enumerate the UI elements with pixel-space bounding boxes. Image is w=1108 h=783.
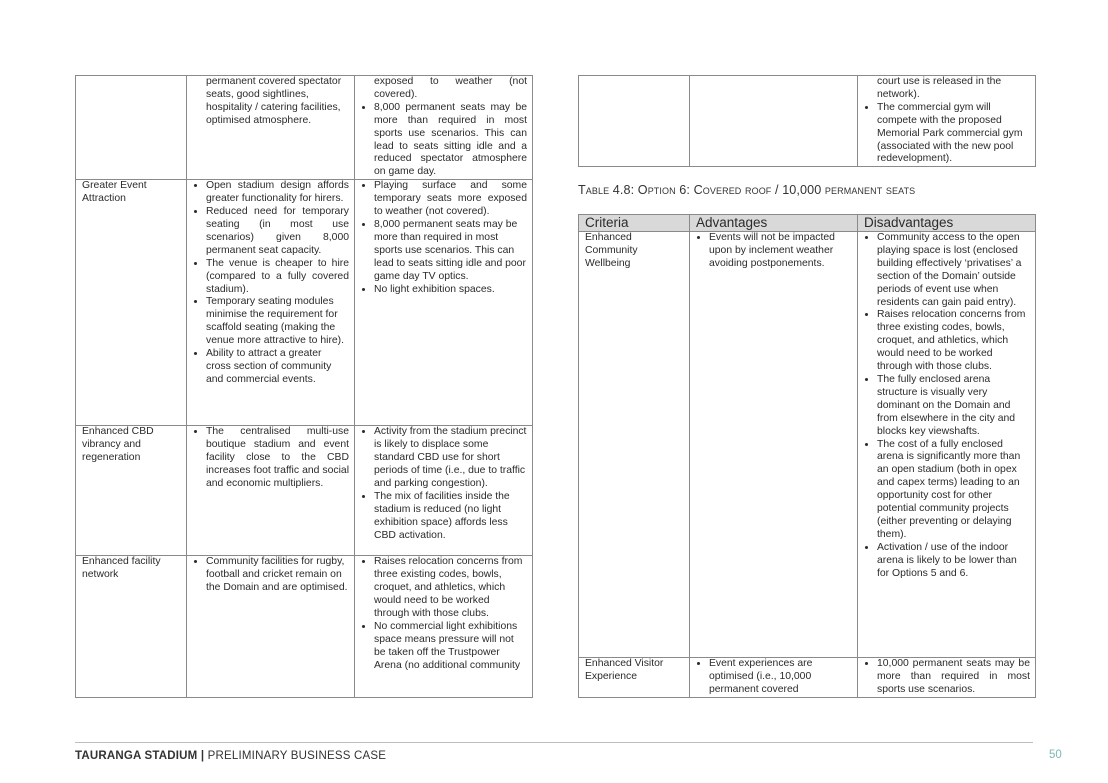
advantages-cell [187, 556, 355, 698]
advantage-item: • Reduced need for temporary seating (in most use scenarios) given 8,000 permanent seat capacity. [206, 206, 349, 258]
table-row [76, 180, 533, 426]
disadvantage-item: • The fully enclosed arena structure is visually very dominant on the Domain and from elsewhere in the city and blocks key viewshafts. [877, 374, 1030, 439]
disadvantage-item: • The mix of facilities inside the stadium is reduced (no light exhibition space) affords less CBD activation. [374, 491, 527, 543]
disadvantage-text: court use is released in the network). [877, 76, 1002, 100]
column-header-criteria: Criteria [579, 215, 690, 232]
advantages-cell [690, 232, 858, 658]
table-row [76, 426, 533, 556]
disadvantage-item: • 8,000 permanent seats may be more than required in most sports use scenarios. This can lead to seats sitting idle and a reduced spectator atmosphere on game day. [374, 102, 527, 179]
disadvantage-item: • The cost of a fully enclosed arena is significantly more than an open stadium (both in opex and capex terms) leading to an opportunity cost for other potential community projects (either preventing or delaying them). [877, 439, 1030, 542]
footer-title-bold: TAURANGA STADIUM | [75, 750, 205, 762]
criteria-cell: Greater Event Attraction [76, 180, 187, 426]
criteria-cell: Enhanced facility network [76, 556, 187, 698]
advantage-item: • Ability to attract a greater cross section of community and commercial events. [206, 348, 349, 387]
table-row [579, 232, 1036, 658]
advantage-item: • The centralised multi-use boutique stadium and event facility close to the CBD increases foot traffic and social and economic multipliers. [206, 426, 349, 491]
disadvantage-item: • No light exhibition spaces. [374, 284, 527, 297]
disadvantage-item: • No commercial light exhibitions space means pressure will not be taken off the Trustpower Arena (no additional community [374, 621, 527, 673]
criteria-cell: Enhanced CBD vibrancy and regeneration [76, 426, 187, 556]
right-continuation-table [578, 75, 1036, 167]
table-header-row [579, 215, 1036, 232]
advantage-item: • Event experiences are optimised (i.e., 10,000 permanent covered [709, 658, 852, 697]
column-header-advantages: Advantages [690, 215, 858, 232]
disadvantages-cell [355, 426, 533, 556]
disadvantage-item: • 10,000 permanent seats may be more than required in most sports use scenarios. [877, 658, 1030, 697]
criteria-cell: Enhanced Visitor Experience [579, 658, 690, 698]
advantage-item: • Events will not be impacted upon by inclement weather avoiding postponements. [709, 232, 852, 271]
table-row [579, 658, 1036, 698]
disadvantages-cell [355, 76, 533, 180]
footer-divider [75, 742, 1033, 743]
disadvantage-item: • Raises relocation concerns from three existing codes, bowls, croquet, and athletics, which would need to be worked through with those clubs. [374, 556, 527, 621]
disadvantage-text: exposed to weather (not covered). [374, 76, 527, 100]
disadvantage-item: • Activity from the stadium precinct is likely to displace some standard CBD use for short periods of time (i.e., due to traffic and parking congestion). [374, 426, 527, 491]
left-comparison-table [75, 75, 533, 698]
page-number: 50 [1049, 749, 1062, 761]
advantages-cell [690, 658, 858, 698]
table-caption: Table 4.8: Option 6: Covered roof / 10,000 permanent seats [578, 183, 916, 197]
table-row [76, 76, 533, 180]
disadvantages-cell [858, 658, 1036, 698]
advantage-item: • Temporary seating modules minimise the requirement for scaffold seating (making the venue more attractive to hire). [206, 296, 349, 348]
disadvantage-item: • Playing surface and some temporary seats more exposed to weather (not covered). [374, 180, 527, 219]
advantage-item: • Open stadium design affords greater functionality for hirers. [206, 180, 349, 206]
criteria-cell [579, 76, 690, 167]
footer-title [75, 750, 386, 762]
advantages-cell [690, 76, 858, 167]
advantage-item: • Community facilities for rugby, football and cricket remain on the Domain and are optimised. [206, 556, 349, 595]
option-6-table [578, 214, 1036, 698]
advantage-text: permanent covered spectator seats, good sightlines, hospitality / catering facilities, optimised atmosphere. [206, 76, 342, 126]
disadvantage-item: • The commercial gym will compete with the proposed Memorial Park commercial gym (associated with the new pool redevelopment). [877, 102, 1030, 167]
criteria-cell: Enhanced Community Wellbeing [579, 232, 690, 658]
advantage-item: • The venue is cheaper to hire (compared to a fully covered stadium). [206, 258, 349, 297]
table-row [579, 76, 1036, 167]
disadvantage-item: • Community access to the open playing space is lost (enclosed building effectively ‘privatises’ a section of the Domain’ outside periods of event use when residents can gain paid entry). [877, 232, 1030, 309]
advantages-cell [187, 426, 355, 556]
disadvantage-item: • 8,000 permanent seats may be more than required in most sports use scenarios. This can lead to seats sitting idle and poor game day TV optics. [374, 219, 527, 284]
advantages-cell [187, 76, 355, 180]
disadvantage-item: • Activation / use of the indoor arena is likely to be lower than for Options 5 and 6. [877, 542, 1030, 581]
criteria-cell [76, 76, 187, 180]
disadvantage-item: • Raises relocation concerns from three existing codes, bowls, croquet, and athletics, which would need to be worked through with those clubs. [877, 309, 1030, 374]
advantages-cell [187, 180, 355, 426]
disadvantages-cell [355, 180, 533, 426]
footer-title-normal: PRELIMINARY BUSINESS CASE [204, 750, 387, 762]
disadvantages-cell [355, 556, 533, 698]
table-row [76, 556, 533, 698]
disadvantages-cell [858, 76, 1036, 167]
disadvantages-cell [858, 232, 1036, 658]
column-header-disadvantages: Disadvantages [858, 215, 1036, 232]
